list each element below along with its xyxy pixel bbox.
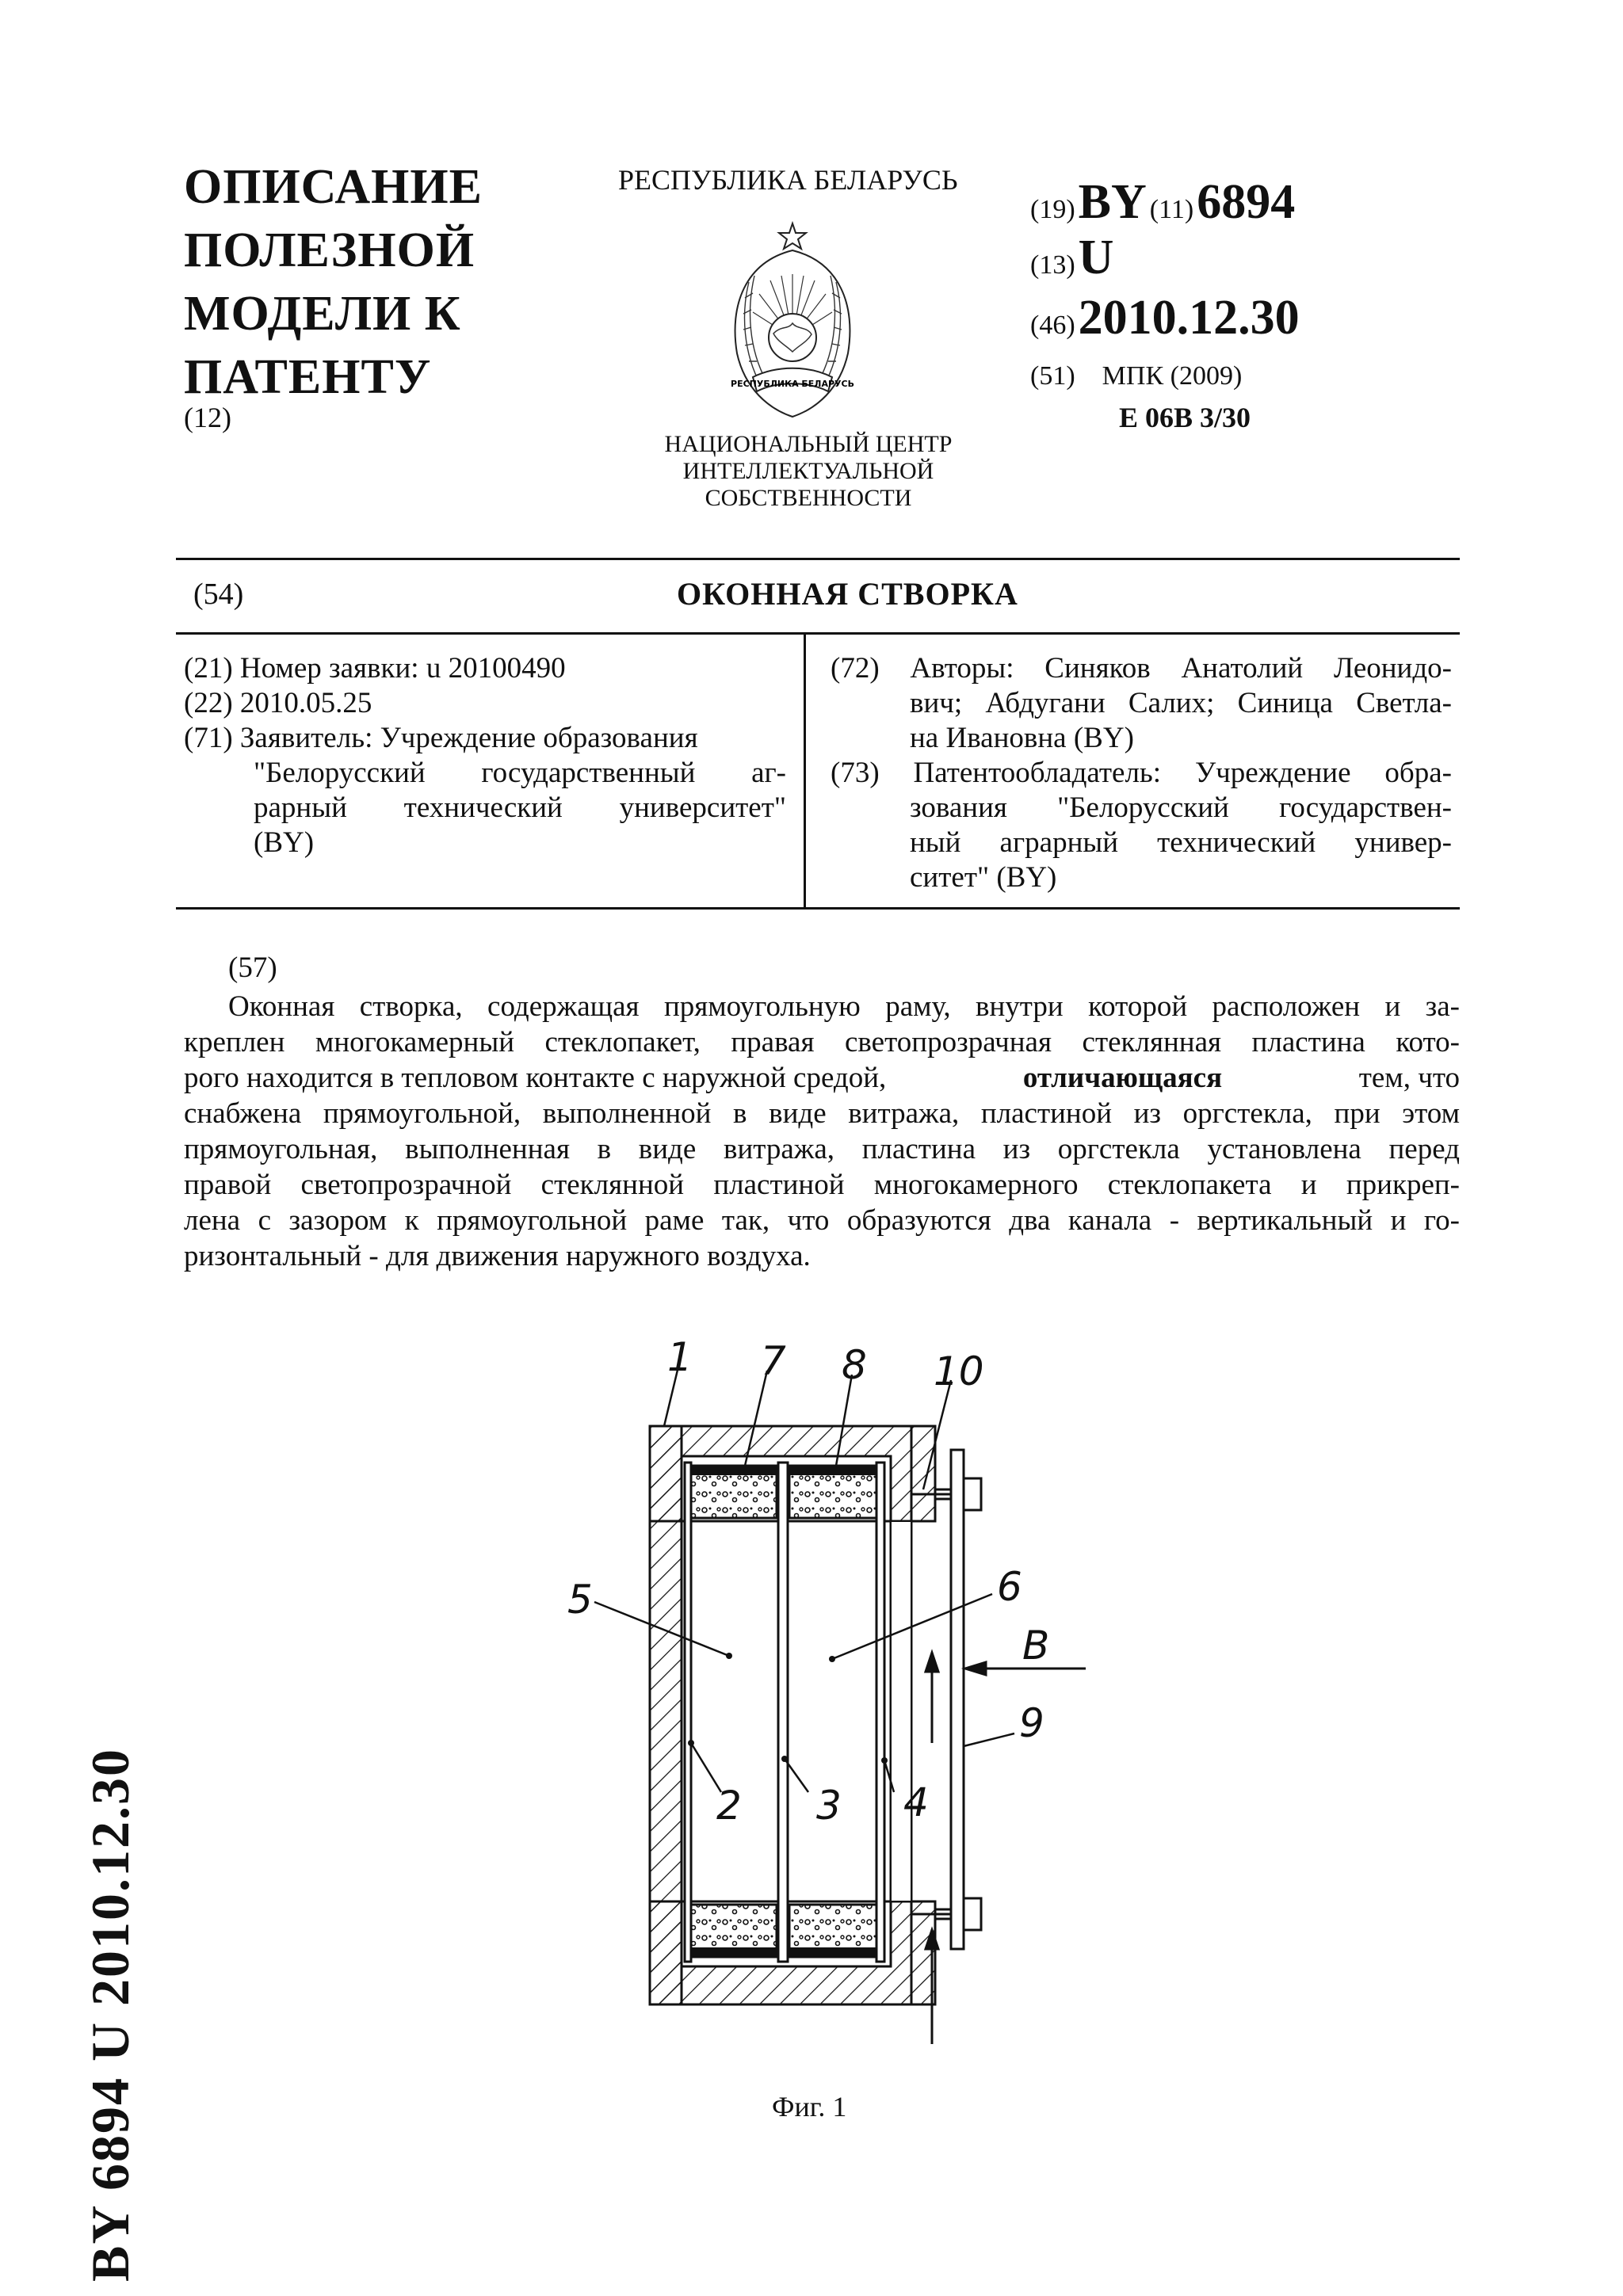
application-number: (21) Номер заявки: u 20100490 <box>184 652 566 685</box>
center-line-3: СОБСТВЕННОСТИ <box>705 485 912 511</box>
owner-line-2: зования "Белорусский государствен- <box>910 791 1452 824</box>
ipc-class: E 06B 3/30 <box>1119 402 1251 433</box>
authors-line-3: на Ивановна (BY) <box>910 722 1134 754</box>
code-row-19 <box>1030 174 1295 231</box>
abstract-emphasis: отличающаяся <box>1022 1062 1223 1094</box>
abstract-line-8: ризонтальный - для движения наружного воздуха. <box>184 1240 811 1272</box>
title-line-4: ПАТЕНТУ <box>184 350 432 404</box>
applicant-line-1: (71) Заявитель: Учреждение образования <box>184 722 698 754</box>
document-title <box>184 155 596 409</box>
divider-54 <box>176 632 1460 635</box>
code-57: (57) <box>228 952 277 984</box>
applicant-line-4: (BY) <box>254 826 315 859</box>
label-6: 6 <box>997 1564 1022 1610</box>
label-3: 3 <box>816 1783 842 1829</box>
invention-title: ОКОННАЯ СТВОРКА <box>677 576 1018 612</box>
code-13: (13) <box>1030 250 1075 280</box>
applicant-line-3: рарный технический университет" <box>254 791 786 824</box>
patent-number: 6894 <box>1197 175 1296 229</box>
abstract-line-3c: тем, что <box>1358 1062 1460 1094</box>
abstract <box>184 989 1460 1274</box>
divider-biblio-column <box>804 634 806 908</box>
publication-date: 2010.12.30 <box>1078 291 1300 345</box>
abstract-line-5: прямоугольная, выполненная в виде витража, пластина из оргстекла установлена перед <box>184 1133 1460 1165</box>
label-4: 4 <box>903 1779 929 1825</box>
airflow-arrows <box>926 1653 1086 2044</box>
sidebar-text: BY 6894 U 2010.12.30 <box>80 1747 140 2282</box>
state-emblem-icon <box>713 219 872 433</box>
center-line-2: ИНТЕЛЛЕКТУАЛЬНОЙ <box>682 458 934 484</box>
divider-top <box>176 558 1460 560</box>
label-b: B <box>1022 1623 1050 1669</box>
label-7: 7 <box>761 1338 786 1384</box>
center-line-1: НАЦИОНАЛЬНЫЙ ЦЕНТР <box>664 431 953 457</box>
label-8: 8 <box>842 1342 867 1388</box>
code-46: (46) <box>1030 311 1075 340</box>
ipc-label: МПК (2009) <box>1102 361 1243 391</box>
title-line-2: ПОЛЕЗНОЙ <box>184 223 475 277</box>
code-row-46 <box>1030 290 1300 346</box>
abstract-line-3a: рого находится в тепловом контакте с наружной средой, <box>184 1062 887 1094</box>
code-11: (11) <box>1149 195 1194 224</box>
republic-name: РЕСПУБЛИКА БЕЛАРУСЬ <box>618 164 958 196</box>
code-19: (19) <box>1030 195 1075 224</box>
abstract-line-4: снабжена прямоугольной, выполненной в виде витража, пластиной из оргстекла, при этом <box>184 1097 1460 1130</box>
label-1: 1 <box>667 1334 693 1380</box>
divider-bottom <box>176 907 1460 910</box>
abstract-line-1: Оконная створка, содержащая прямоугольную раму, внутри которой расположен и за- <box>228 990 1460 1023</box>
label-2: 2 <box>716 1783 742 1829</box>
authors-line-2: вич; Абдугани Салих; Синица Светла- <box>910 687 1452 719</box>
owner-line-4: ситет" (BY) <box>910 861 1057 894</box>
national-center-name <box>650 431 967 512</box>
abstract-line-3 <box>184 1060 1460 1096</box>
country-code: BY <box>1078 175 1147 229</box>
emblem-ribbon-text: РЕСПУБЛИКА БЕЛАРУСЬ <box>731 379 854 389</box>
owner-line-1: (73) Патентообладатель: Учреждение обра- <box>831 757 1452 789</box>
abstract-line-6: правой светопрозрачной стеклянной пластиной многокамерного стеклопакета и прикреп- <box>184 1169 1460 1201</box>
code-row-13 <box>1030 230 1113 286</box>
figure-caption: Фиг. 1 <box>772 2091 847 2122</box>
code-12: (12) <box>184 402 231 433</box>
label-5: 5 <box>567 1577 593 1623</box>
authors-line-1: (72) Авторы: Синяков Анатолий Леонидо- <box>831 652 1452 685</box>
filing-date: (22) 2010.05.25 <box>184 687 372 719</box>
title-line-1: ОПИСАНИЕ <box>184 160 483 214</box>
abstract-line-7: лена с зазором к прямоугольной раме так, что образуются два канала - вертикальный и го- <box>184 1204 1460 1237</box>
applicant-line-2: "Белорусский государственный аг- <box>254 757 786 789</box>
code-54: (54) <box>193 578 244 611</box>
organic-glass-plate <box>911 1450 981 1949</box>
abstract-line-2: креплен многокамерный стеклопакет, правая светопрозрачная стеклянная пластина кото- <box>184 1026 1460 1058</box>
title-line-3: МОДЕЛИ К <box>184 287 461 341</box>
figure-1 <box>539 1331 1141 2076</box>
kind-code: U <box>1078 231 1114 284</box>
label-9: 9 <box>1019 1700 1044 1746</box>
owner-line-3: ный аграрный технический универ- <box>910 826 1452 859</box>
code-row-51 <box>1030 361 1242 391</box>
code-51: (51) <box>1030 361 1075 391</box>
label-10: 10 <box>934 1348 984 1394</box>
